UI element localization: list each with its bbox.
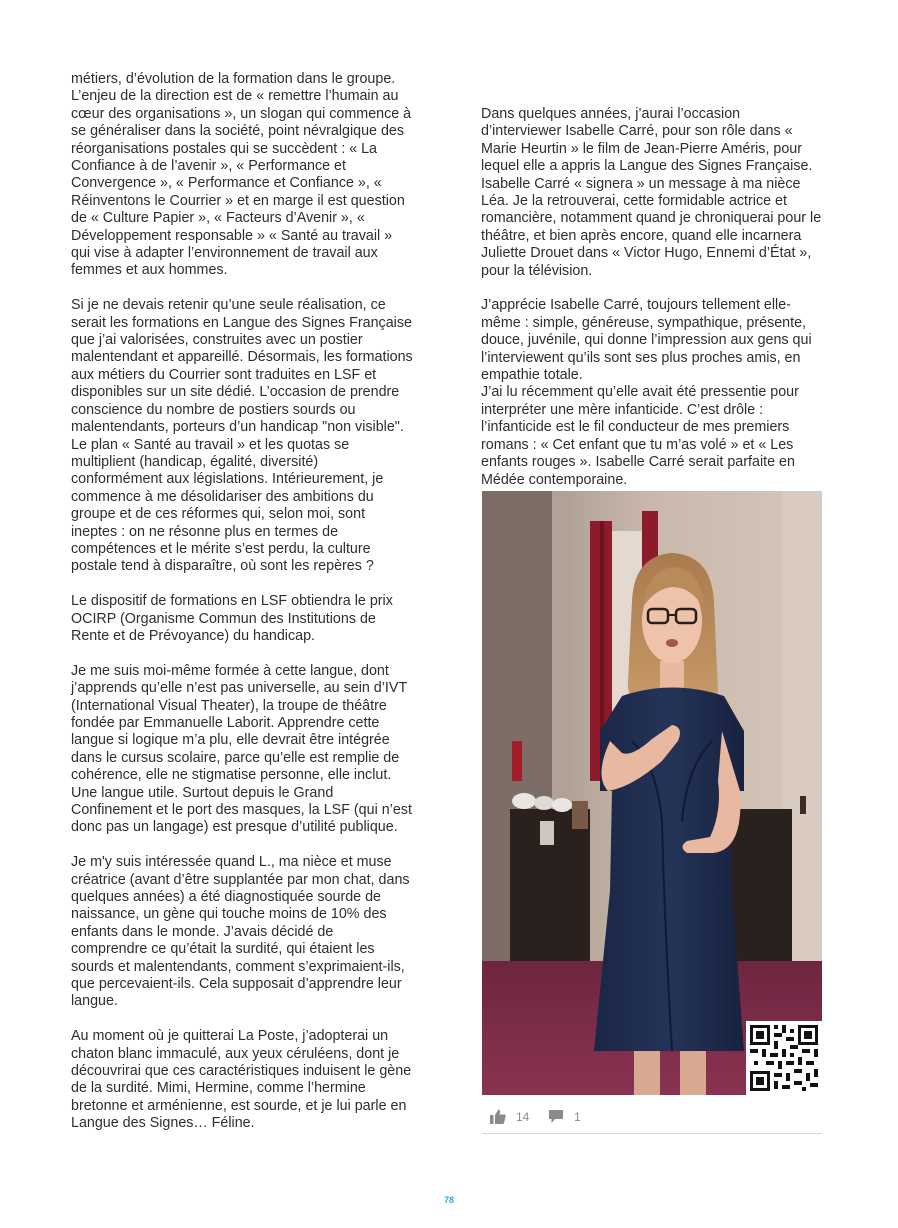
left-paragraph-2: Si je ne devais retenir qu’une seule réalisation, ce serait les formations en Langue des Signes Française que j’ai valorisées, construites avec un postier malentendant et appareillé. Désormais, les formations aux métiers du Courrier sont traduites en LSF et disponibles sur un site dédié. L’occasion de prendre conscience du nombre de postiers sourds ou malentendants, porteurs d’un handicap "non visible". Le plan « Santé au travail » et les quotas se multiplient (handicap, égalité, diversité) conformément aux législations. Intérieurement, je commence à me désolidariser des ambitions du groupe et de ces réformes qui, selon moi, sont ineptes : on ne résonne plus en termes de compétences et le mérite s’est perdu, la culture postale tend à disparaître, où sont les repères ?	[71, 297, 413, 575]
like-count: 14	[516, 1109, 530, 1124]
left-paragraph-1: métiers, d’évolution de la formation dans le groupe. L’enjeu de la direction est de « remettre l’humain au cœur des organisations », un slogan qui commence à se généraliser dans la société, point névralgique des réorganisations postales qui se succèdent : « La Confiance à de l’avenir », « Performance et Convergence », « Performance et Confiance », « Réinventons le Courrier » et en marge il est question de « Culture Papier », « Facteurs d’Avenir », « Développement responsable » « Santé au travail » qui vise à adapter l’environnement de travail aux femmes et aux hommes.	[71, 71, 412, 279]
like-button[interactable]	[490, 1109, 529, 1124]
left-paragraph-3: Le dispositif de formations en LSF obtiendra le prix OCIRP (Organisme Commun des Institutions de Rente et de Prévoyance) du handicap.	[71, 593, 393, 644]
left-column	[71, 71, 413, 1150]
right-paragraph-3: J’ai lu récemment qu’elle avait été pressentie pour interpréter une mère infanticide. C’est drôle : l’infanticide est le fil conducteur de mes premiers romans : « Cet enfant que tu m’as volé » et « Les enfants rouges ». Isabelle Carré serait parfaite en Médée contemporaine.	[481, 384, 799, 488]
right-paragraph-2: J’apprécie Isabelle Carré, toujours tellement elle-même : simple, généreuse, sympathique, présente, douce, juvénile, qui donne l’impression aux gens qui l’interviewent qu’ils sont ses plus proches amis, en empathie totale.	[481, 297, 812, 384]
left-paragraph-6: Au moment où je quitterai La Poste, j’adopterai un chaton blanc immaculé, aux yeux céruléens, dont je découvrirai que ces caractéristiques induisent le gène de la surdité. Mimi, Hermine, comme l’hermine bretonne et arménienne, est sourde, et je lui parle en Langue des Signes… Féline.	[71, 1028, 412, 1132]
right-column	[481, 106, 823, 506]
page-number: 78	[443, 1195, 454, 1205]
comment-count: 1	[574, 1109, 581, 1124]
thumbs-up-icon	[490, 1109, 506, 1124]
photo-illustration	[482, 491, 822, 1095]
comment-button[interactable]	[548, 1109, 581, 1124]
interview-photo	[482, 491, 822, 1095]
left-paragraph-5: Je m'y suis intéressée quand L., ma nièce et muse créatrice (avant d’être supplantée par mon chat, dans quelques années) a été diagnostiquée sourde de naissance, un gène qui touche moins de 10% des enfants dans le monde. J’avais décidé de comprendre ce qu’était la surdité, qui étaient les sourds et malentendants, comment s’exprimaient-ils, que percevaient-ils. Cela supposait d’apprendre leur langue.	[71, 854, 410, 1010]
comment-icon	[548, 1109, 564, 1124]
left-paragraph-4: Je me suis moi-même formée à cette langue, dont j’apprends qu’elle n’est pas universelle, au sein d’IVT (International Visual Theater), la troupe de théâtre fondée par Emmanuelle Laborit. Apprendre cette langue si logique m’a plu, elle devrait être intégrée dans le cursus scolaire, parce qu’elle est remplie de cohérence, elle ne stigmatise personne, elle inclut. Une langue utile. Surtout depuis le Grand Confinement et le port des masques, la LSF (qui n’est donc pas un langage) est presque d’utilité publique.	[71, 662, 412, 836]
social-bar	[482, 1100, 822, 1134]
qr-code-pattern	[746, 1021, 822, 1095]
right-paragraph-1: Dans quelques années, j’aurai l’occasion d’interviewer Isabelle Carré, pour son rôle dans « Marie Heurtin » le film de Jean-Pierre Améris, pour lequel elle a appris la Langue des Signes Française. Isabelle Carré « signera » un message à ma nièce Léa. Je la retrouverai, cette formidable actrice et romancière, notamment quand je chroniquerai pour le théâtre, et bien après encore, quand elle incarnera Juliette Drouet dans « Victor Hugo, Ennemi d’État », pour la télévision.	[481, 106, 822, 279]
qr-code[interactable]	[746, 1021, 822, 1095]
